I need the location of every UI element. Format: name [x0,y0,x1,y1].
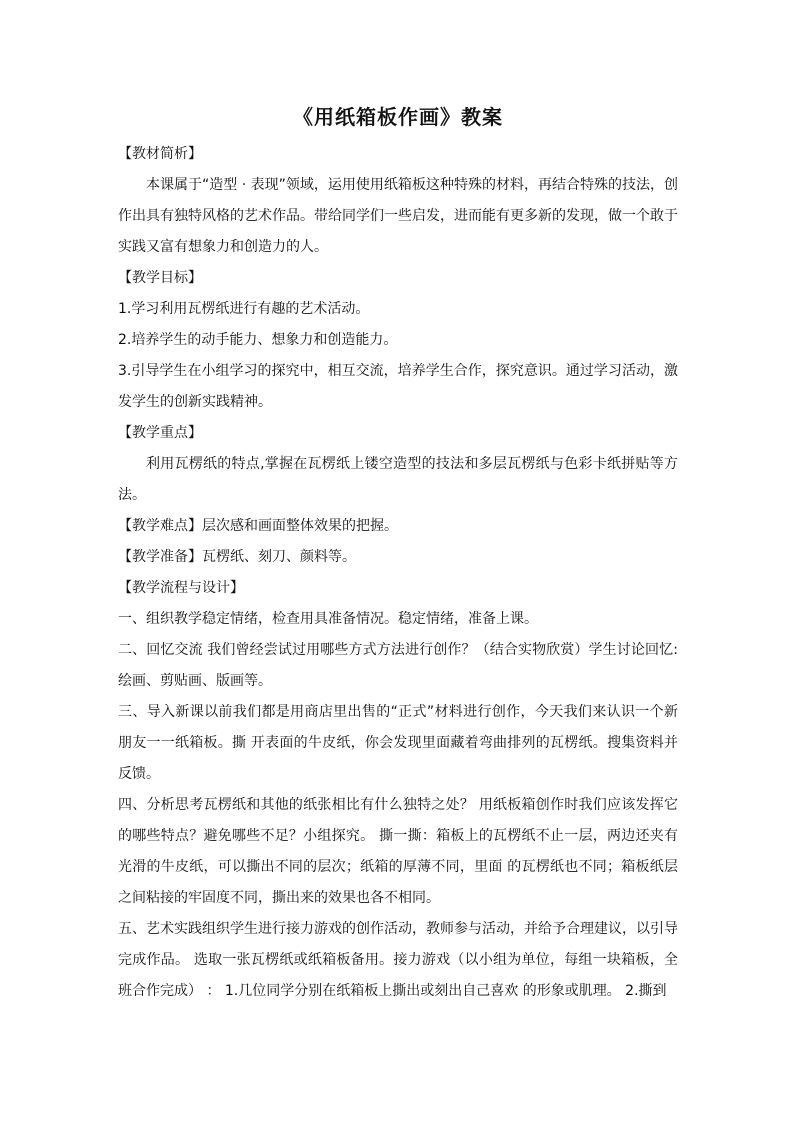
process-step-3: 三、导入新课以前我们都是用商店里出售的“正式”材料进行创作，今天我们来认识一个新朋友一一纸箱板。撕 开表面的牛皮纸，你会发现里面藏着弯曲排列的瓦楞纸。搜集资料并反馈。 [118,704,678,782]
section-heading-textbook-analysis: 【教材简析】 [118,146,202,162]
preparation-text: 瓦楞纸、刻刀、颜料等。 [202,549,356,565]
section-heading-key-points: 【教学重点】 [118,425,202,441]
section-heading-teaching-process: 【教学流程与设计】 [118,580,244,596]
section-difficulty-line [118,511,678,542]
process-step-2: 二、回忆交流 我们曾经尝试过用哪些方式方法进行创作？（结合实物欣赏）学生讨论回忆:绘画、剪贴画、版画等。 [118,642,678,689]
document-title: 《用纸箱板作画》教案 [293,105,503,129]
paragraph-key-points: 利用瓦楞纸的特点,掌握在瓦楞纸上镂空造型的技法和多层瓦楞纸与色彩卡纸拼贴等方法。 [118,456,678,503]
section-heading-difficulties: 【教学难点】 [118,518,202,534]
difficulty-text: 层次感和画面整体效果的把握。 [202,518,398,534]
section-heading-teaching-goals: 【教学目标】 [118,270,202,286]
process-step-4: 四、分析思考瓦楞纸和其他的纸张相比有什么独特之处？ 用纸板箱创作时我们应该发挥它的哪些特点？避免哪些不足？小组探究。 撕一撕：箱板上的瓦楞纸不止一层，两边还夹有光滑的牛皮纸，可以撕出不同的层次；纸箱的厚薄不同，里面 的瓦楞纸也不同；箱板纸层之间粘接的牢固度不同，撕出来的效果也各不相同。 [118,797,678,906]
section-preparation-line [118,542,678,573]
section-heading-preparation: 【教学准备】 [118,549,202,565]
document-body [118,102,678,1007]
goal-item-3: 3.引导学生在小组学习的探究中，相互交流，培养学生合作，探究意识。通过学习活动，激发学生的创新实践精神。 [118,363,678,410]
process-step-5: 五、艺术实践组织学生进行接力游戏的创作活动，教师参与活动，并给予合理建议，以引导完成作品。 选取一张瓦楞纸或纸箱板备用。接力游戏（以小组为单位，每组一块箱板，全班合作完成） ： 1.几位同学分别在纸箱板上撕出或刻出自己喜欢 的形象或肌理。 2.撕到 [118,921,678,999]
process-step-1: 一、组织教学稳定情绪，检查用具准备情况。稳定情绪，准备上课。 [118,611,538,627]
goal-item-1: 1.学习利用瓦楞纸进行有趣的艺术活动。 [118,301,370,317]
goal-item-2: 2.培养学生的动手能力、想象力和创造能力。 [118,332,398,348]
paragraph-textbook-analysis: 本课属于“造型 · 表现”领域，运用使用纸箱板这种特殊的材料，再结合特殊的技法，创作出具有独特风格的艺术作品。带给同学们一些启发，进而能有更多新的发现，做一个敢于实践又富有想象力和创造力的人。 [118,177,678,255]
